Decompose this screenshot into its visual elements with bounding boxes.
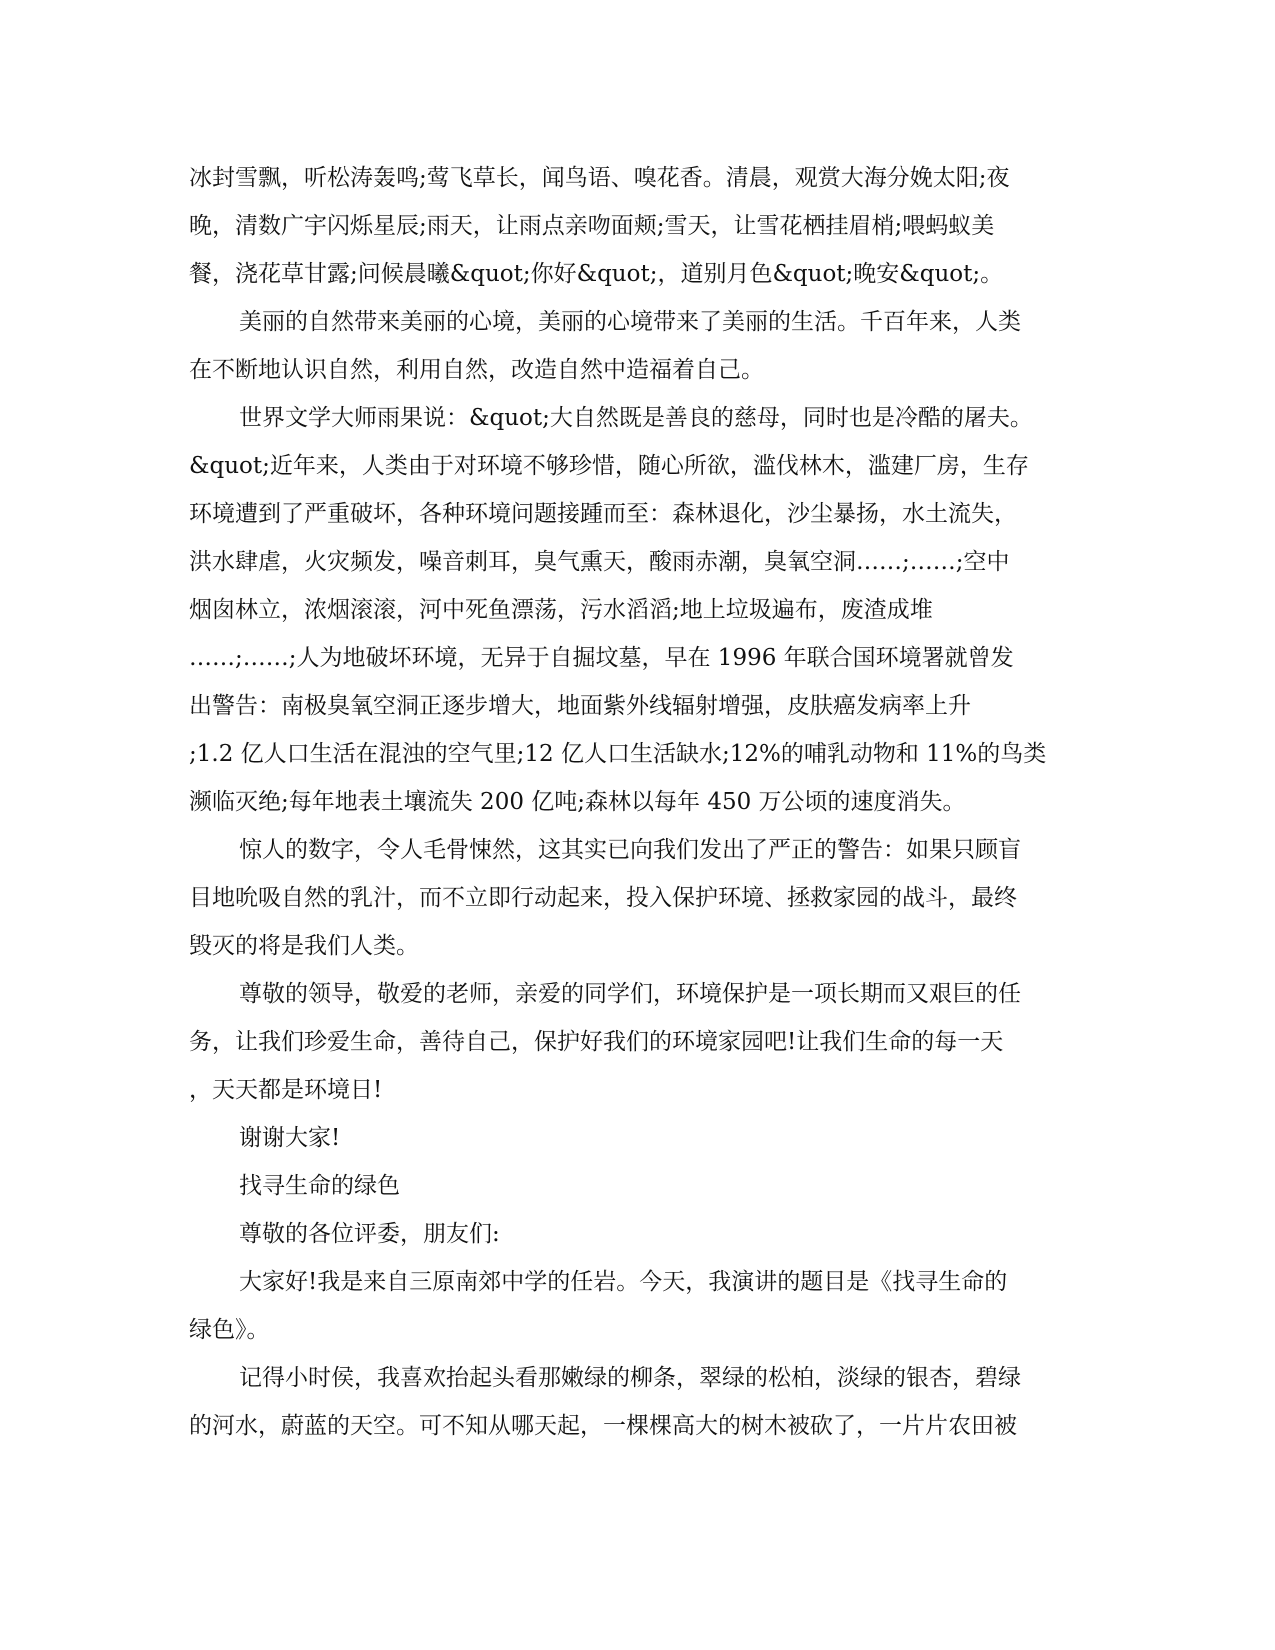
paragraph-start-line: 尊敬的领导，敬爱的老师，亲爱的同学们，环境保护是一项长期而又艰巨的任 (239, 981, 1021, 1007)
text-line: 务，让我们珍爱生命，善待自己，保护好我们的环境家园吧!让我们生命的每一天 (189, 1029, 1004, 1055)
closing-line: 谢谢大家! (239, 1125, 341, 1151)
text-line: ;1.2 亿人口生活在混浊的空气里;12 亿人口生活缺水;12%的哺乳动物和 11%的鸟类 (189, 741, 1047, 767)
text-line: 目地吮吸自然的乳汁，而不立即行动起来，投入保护环境、拯救家园的战斗，最终 (189, 885, 1017, 911)
text-line: ，天天都是环境日! (189, 1077, 383, 1103)
paragraph-start-line: 世界文学大师雨果说：&quot;大自然既是善良的慈母，同时也是冷酷的屠夫。 (239, 405, 1033, 431)
document-body (189, 154, 1089, 1450)
text-line: 的河水，蔚蓝的天空。可不知从哪天起，一棵棵高大的树木被砍了，一片片农田被 (189, 1413, 1017, 1439)
paragraph-start-line: 惊人的数字，令人毛骨悚然，这其实已向我们发出了严正的警告：如果只顾盲 (239, 837, 1021, 863)
text-line: ……;……;人为地破坏环境，无异于自掘坟墓，早在 1996 年联合国环境署就曾发 (189, 645, 1014, 671)
paragraph-start-line: 记得小时侯，我喜欢抬起头看那嫩绿的柳条，翠绿的松柏，淡绿的银杏，碧绿 (239, 1365, 1021, 1391)
text-line: 洪水肆虐，火灾频发，噪音刺耳，臭气熏天，酸雨赤潮，臭氧空洞……;……;空中 (189, 549, 1010, 575)
text-line: 冰封雪飘，听松涛轰鸣;莺飞草长，闻鸟语、嗅花香。清晨，观赏大海分娩太阳;夜 (189, 165, 1010, 191)
text-line: 绿色》。 (189, 1317, 270, 1343)
speech-title: 找寻生命的绿色 (239, 1173, 400, 1199)
text-line: 毁灭的将是我们人类。 (189, 933, 419, 959)
text-line: &quot;近年来，人类由于对环境不够珍惜，随心所欲，滥伐林木，滥建厂房，生存 (189, 453, 1029, 479)
text-line: 餐，浇花草甘露;问候晨曦&quot;你好&quot;，道别月色&quot;晚安&quot;。 (189, 261, 1004, 287)
text-line: 烟囱林立，浓烟滚滚，河中死鱼漂荡，污水滔滔;地上垃圾遍布，废渣成堆 (189, 597, 933, 623)
paragraph-start-line: 美丽的自然带来美丽的心境，美丽的心境带来了美丽的生活。千百年来，人类 (239, 309, 1021, 335)
text-line: 环境遭到了严重破坏，各种环境问题接踵而至：森林退化，沙尘暴扬，水土流失， (189, 501, 1017, 527)
text-line: 出警告：南极臭氧空洞正逐步增大，地面紫外线辐射增强，皮肤癌发病率上升 (189, 693, 971, 719)
salutation-line: 尊敬的各位评委，朋友们: (239, 1221, 500, 1247)
text-line: 在不断地认识自然，利用自然，改造自然中造福着自己。 (189, 357, 764, 383)
paragraph-start-line: 大家好!我是来自三原南郊中学的任岩。今天，我演讲的题目是《找寻生命的 (239, 1269, 1008, 1295)
text-line: 晚，清数广宇闪烁星辰;雨天，让雨点亲吻面颊;雪天，让雪花栖挂眉梢;喂蚂蚁美 (189, 213, 995, 239)
text-line: 濒临灭绝;每年地表土壤流失 200 亿吨;森林以每年 450 万公顷的速度消失。 (189, 789, 966, 815)
